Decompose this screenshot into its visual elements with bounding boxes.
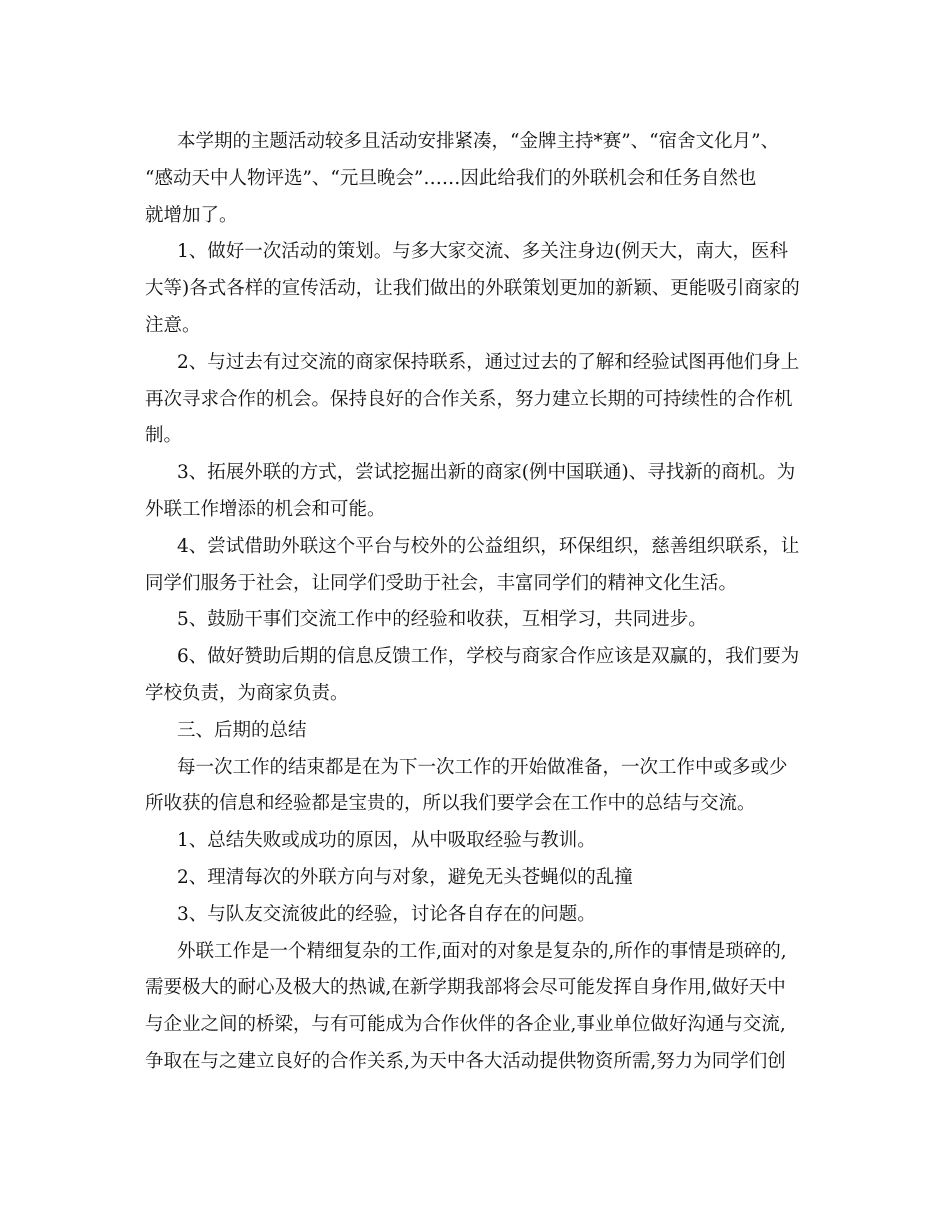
section-heading: 三、后期的总结 [177,719,307,741]
text-line: 5、鼓励干事们交流工作中的经验和收获，互相学习，共同进步。 [177,609,707,631]
text-line: 制。 [145,425,183,447]
text-line: 2、理清每次的外联方向与对象，避免无头苍蝇似的乱撞 [177,866,633,888]
text-line: “感动天中人物评选”、“元旦晚会”……因此给我们的外联机会和任务自然也 [145,167,757,189]
text-line: 外联工作增添的机会和可能。 [145,498,386,520]
text-line: 需要极大的耐心及极大的热诚,在新学期我部将会尽可能发挥自身作用,做好天中 [145,977,786,999]
text-line: 外联工作是一个精细复杂的工作,面对的对象是复杂的,所作的事情是琐碎的, [177,940,787,962]
text-line: 1、做好一次活动的策划。与多大家交流、多关注身边(例天大，南大，医科 [177,241,788,263]
text-line: 每一次工作的结束都是在为下一次工作的开始做准备，一次工作中或多或少 [177,756,788,778]
text-line: 2、与过去有过交流的商家保持联系，通过过去的了解和经验试图再他们身上 [177,351,800,373]
text-line: 学校负责，为商家负责。 [145,682,349,704]
text-line: 3、拓展外联的方式，尝试挖掘出新的商家(例中国联通)、寻找新的商机。为 [177,462,796,484]
text-line: 就增加了。 [145,204,238,226]
text-line: 1、总结失败或成功的原因，从中吸取经验与教训。 [177,830,596,852]
text-line: 注意。 [145,314,201,336]
text-line: 4、尝试借助外联这个平台与校外的公益组织，环保组织，慈善组织联系，让 [177,535,800,557]
document-body [145,124,815,1081]
text-line: 大等)各式各样的宣传活动，让我们做出的外联策划更加的新颖、更能吸引商家的 [145,278,800,300]
text-line: 争取在与之建立良好的合作关系,为天中各大活动提供物资所需,努力为同学们创 [145,1050,786,1072]
text-line: 3、与队友交流彼此的经验，讨论各自存在的问题。 [177,903,596,925]
text-line: 同学们服务于社会，让同学们受助于社会，丰富同学们的精神文化生活。 [145,572,738,594]
text-line: 本学期的主题活动较多且活动安排紧凑，“金牌主持*赛”、“宿舍文化月”、 [177,131,780,152]
text-line: 所收获的信息和经验都是宝贵的，所以我们要学会在工作中的总结与交流。 [145,793,756,815]
text-line: 6、做好赞助后期的信息反馈工作，学校与商家合作应该是双赢的，我们要为 [177,646,800,668]
text-line: 再次寻求合作的机会。保持良好的合作关系，努力建立长期的可持续性的合作机 [145,388,793,410]
text-line: 与企业之间的桥梁，与有可能成为合作伙伴的各企业,事业单位做好沟通与交流, [145,1014,786,1036]
